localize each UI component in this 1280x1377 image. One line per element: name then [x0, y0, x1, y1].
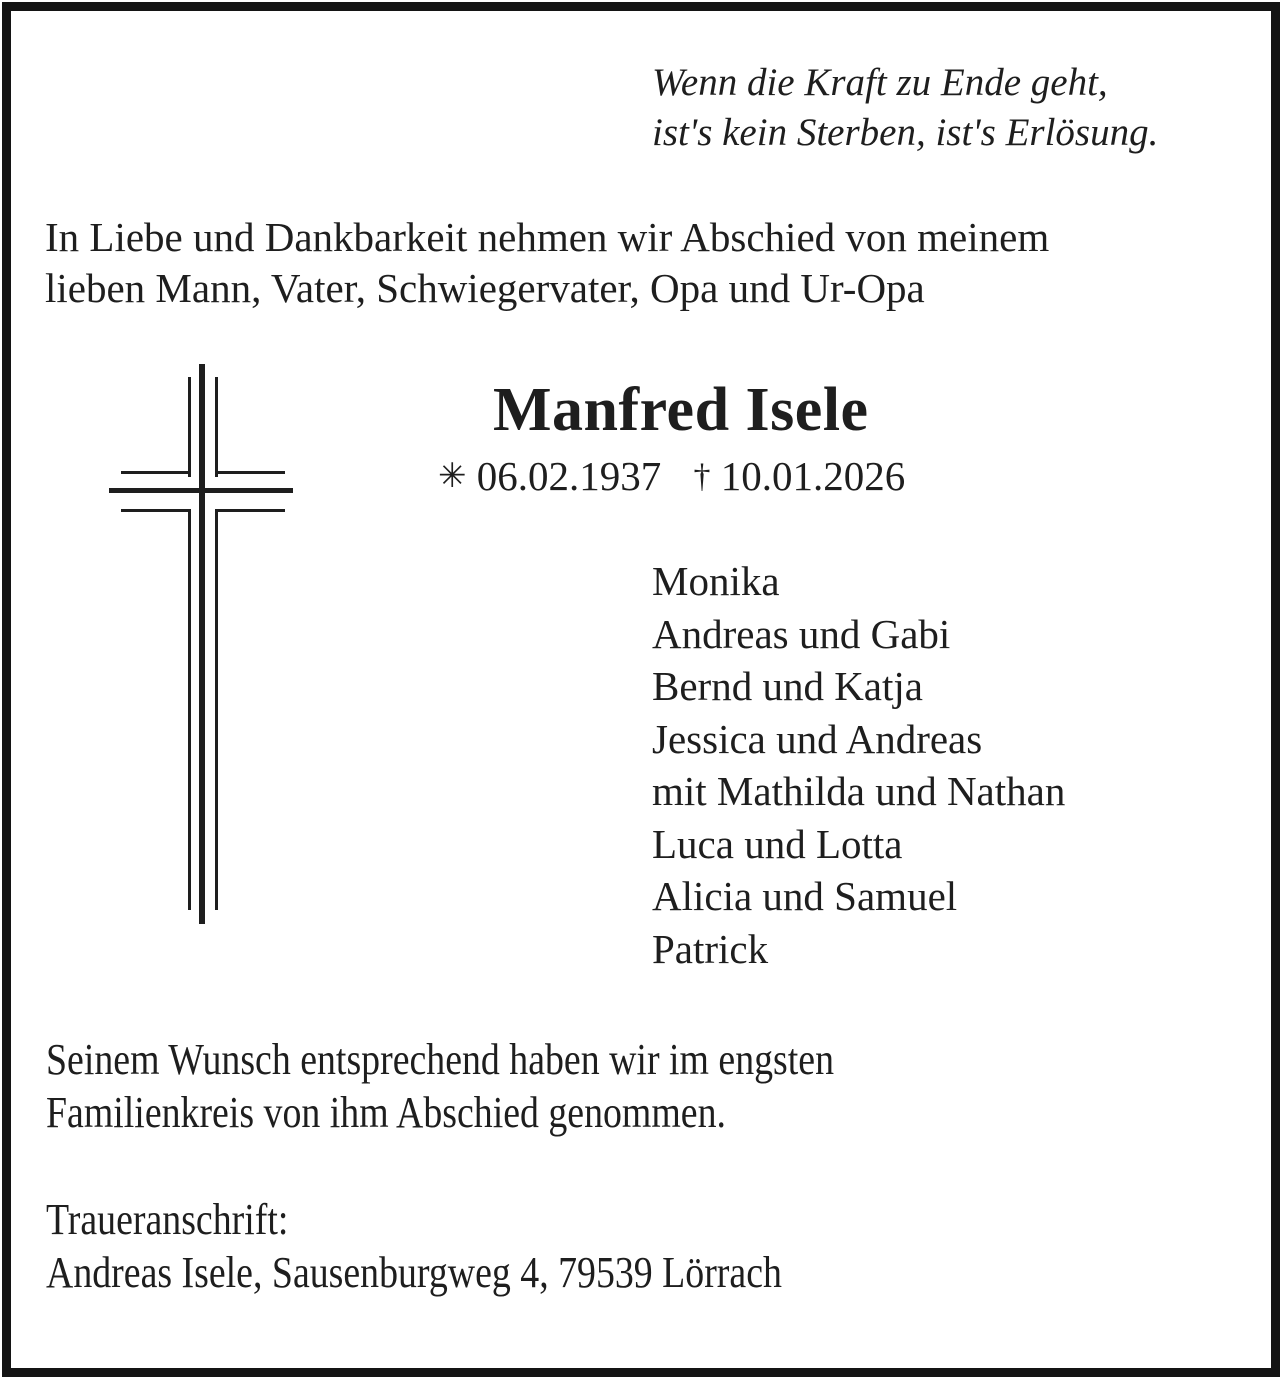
death-date: 10.01.2026 [720, 453, 906, 499]
address-label: Traueranschrift: [46, 1195, 289, 1244]
deceased-name: Manfred Isele [493, 376, 869, 444]
intro-line: In Liebe und Dankbarkeit nehmen wir Abschied von meinem [45, 214, 1050, 260]
mourner-item: Monika [652, 558, 780, 604]
closing-line: Familienkreis von ihm Abschied genommen. [46, 1088, 726, 1137]
mourner-item: Luca und Lotta [652, 820, 903, 867]
motto-line: ist's kein Sterben, ist's Erlösung. [652, 111, 1159, 154]
cross-icon [105, 360, 300, 930]
intro-line: lieben Mann, Vater, Schwiegervater, Opa und Ur-Opa [45, 265, 925, 311]
birth-date: 06.02.1937 [476, 453, 662, 499]
closing-line: Seinem Wunsch entsprechend haben wir im engsten [46, 1035, 835, 1084]
mourner-item: mit Mathilda und Nathan [652, 768, 1066, 814]
closing-text [46, 1033, 834, 1139]
intro-text [45, 212, 1049, 314]
mourner-item: Andreas und Gabi [652, 610, 951, 657]
life-dates [438, 451, 905, 502]
mourner-item: Alicia und Samuel [652, 873, 958, 919]
death-dagger-icon: † [693, 458, 711, 495]
mourner-item: Jessica und Andreas [652, 715, 983, 762]
motto-line: Wenn die Kraft zu Ende geht, [652, 61, 1108, 104]
mourning-address: Andreas Isele, Sausenburgweg 4, 79539 Lörrach [46, 1248, 782, 1297]
mourner-item: Bernd und Katja [652, 663, 923, 709]
mourner-item: Patrick [652, 925, 769, 972]
birth-star-icon: ✳ [438, 458, 467, 495]
mourners-list [652, 555, 1065, 975]
motto-verse [652, 58, 1158, 158]
